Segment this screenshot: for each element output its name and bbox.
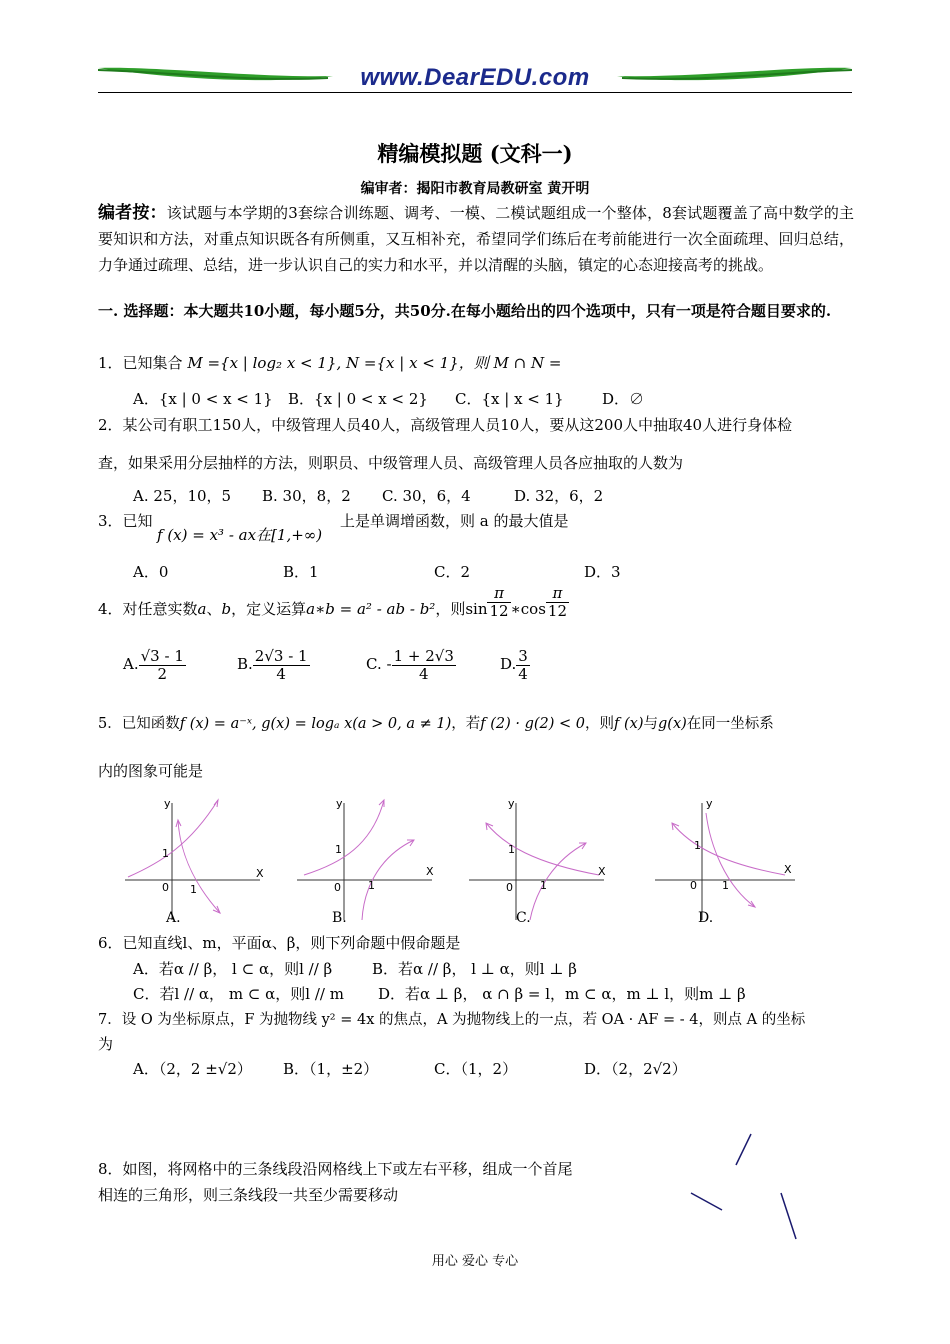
q3-option-b: B．1 [283, 563, 319, 581]
header-rule [98, 92, 852, 93]
q3-tail: 上是单调增函数，则 a 的最大值是 [340, 512, 569, 530]
segment-2 [691, 1193, 722, 1210]
q5-if: ，若 [451, 716, 481, 732]
q6-stem: 6．已知直线l、m，平面α、β，则下列命题中假命题是 [98, 934, 461, 952]
q1-expr: M ={x | log₂ x < 1}, N ={x | x < 1} [187, 354, 459, 372]
question-1 [98, 352, 561, 373]
q4-stem: 4．对任意实数 [98, 600, 198, 618]
q7-option-a: A．（2，2 ±√2） [133, 1060, 252, 1078]
q2-line1: 2．某公司有职工150人，中级管理人员40人，高级管理人员10人，要从这200人中抽取40人进行身体检 [98, 416, 793, 434]
page-title: 精编模拟题 (文科一) [377, 141, 573, 166]
graph-b-label: B. [332, 910, 347, 926]
q4-mid: ，定义运算 [231, 600, 307, 618]
q1-option-d: D．∅ [602, 390, 645, 408]
graph-c: y X 1 0 1 C. [464, 795, 614, 930]
page-footer: 用心 爱心 专心 [431, 1254, 519, 1269]
q1-stem: 1．已知集合 [98, 354, 183, 372]
graph-b-plot [292, 795, 442, 930]
q2-line2: 查，如果采用分层抽样的方法，则职员、中级管理人员、高级管理人员各应抽取的人数为 [98, 454, 684, 472]
q7-line1: 7．设 O 为坐标原点，F 为抛物线 y² = 4x 的焦点，A 为抛物线上的一点，若 OA · AF = - 4，则点 A 的坐标 [98, 1012, 806, 1028]
q3-option-a: A．0 [133, 563, 169, 581]
q5-cond: f (2) · g(2) < 0 [480, 716, 586, 732]
q3-expr: f (x) = x³ - ax在[1,+∞) [157, 526, 323, 544]
q4-cos: cos [520, 600, 546, 618]
q5-f: f (x) [614, 716, 644, 732]
q5-and: 与 [643, 716, 658, 732]
question-4 [98, 584, 569, 620]
section-heading: 一. 选择题：本大题共10小题，每小题5分，共50分.在每小题给出的四个选项中，只有一项是符合题目要求的. [98, 302, 832, 320]
q4-option-d: D. $\frac{3}{4}$ [500, 647, 528, 683]
q4-option-a: A. $\frac{√3 - 1}{2}$ [123, 647, 184, 683]
q4-var-b: b [221, 600, 232, 618]
graph-a-label: A. [166, 910, 181, 926]
q5-expr: f (x) = a⁻ˣ, g(x) = logₐ x(a > 0, a ≠ 1) [179, 716, 452, 732]
q6-option-d: D．若α ⊥ β， α ∩ β = l，m ⊂ α，m ⊥ l，则m ⊥ β [378, 985, 746, 1003]
q2-option-a: A. 25，10，5 [133, 487, 232, 505]
graph-a-plot [120, 795, 270, 930]
graph-c-label: C. [516, 910, 531, 926]
graph-d-label: D. [698, 910, 714, 926]
q5-tail: 在同一坐标系 [686, 716, 774, 732]
q4-star: ∗ [510, 600, 521, 618]
q4-sin: sin [465, 600, 488, 618]
q4-option-c: C. - $\frac{1 + 2√3}{4}$ [366, 647, 454, 683]
graph-b: y X 1 0 1 B. [292, 795, 442, 930]
q5-line2: 内的图象可能是 [98, 762, 204, 780]
segment-3 [781, 1193, 796, 1239]
q4-option-b: B. $\frac{2√3 - 1}{4}$ [237, 647, 308, 683]
q7-option-d: D．（2，2√2） [584, 1060, 687, 1078]
q2-option-c: C. 30，6，4 [382, 487, 471, 505]
q4-frac-2: $\frac{\pi}{12}$ [547, 584, 568, 620]
q4-frac-1: $\frac{\pi}{12}$ [489, 584, 509, 620]
q8-line2: 相连的三角形，则三条线段一共至少需要移动 [98, 1186, 399, 1204]
q2-option-b: B. 30，8，2 [262, 487, 351, 505]
q4-sep: 、 [206, 600, 222, 618]
graph-a: y X 1 0 1 A. [120, 795, 270, 930]
graph-d: y X 1 0 1 D. [650, 795, 800, 930]
q3-stem: 3．已知 [98, 512, 153, 530]
q3-option-c: C．2 [434, 563, 471, 581]
q1-option-b: B．{x | 0 < x < 2} [288, 390, 428, 408]
intro-paragraph [98, 200, 854, 278]
q7-option-b: B．（1，±2） [283, 1060, 379, 1078]
q1-option-a: A．{x | 0 < x < 1} [133, 390, 273, 408]
q4-then: ，则 [435, 600, 466, 618]
q8-line1: 8．如图，将网格中的三条线段沿网格线上下或左右平移，组成一个首尾 [98, 1160, 573, 1178]
q1-option-c: C．{x | x < 1} [455, 390, 564, 408]
site-logo-text[interactable]: www.DearEDU.com [360, 64, 590, 91]
q3-option-d: D．3 [584, 563, 621, 581]
segment-1 [736, 1134, 751, 1165]
q6-option-b: B．若α // β， l ⊥ α，则l ⊥ β [372, 960, 577, 978]
q5-then: ，则 [585, 716, 615, 732]
graph-c-plot [464, 795, 614, 930]
q5-stem: 5．已知函数 [98, 716, 180, 732]
q4-var-a: a [197, 600, 207, 618]
q6-option-c: C．若l // α， m ⊂ α，则l // m [133, 985, 344, 1003]
question-5 [98, 712, 774, 733]
editor-line: 编审者：揭阳市教育局教研室 黄开明 [360, 181, 590, 197]
q6-option-a: A．若α // β， l ⊂ α，则l // β [133, 960, 333, 978]
q1-tail: ，则 M ∩ N = [458, 354, 562, 372]
q7-line2: 为 [98, 1035, 114, 1053]
intro-label: 编者按： [98, 203, 167, 223]
graph-d-plot [650, 795, 800, 930]
q2-option-d: D. 32，6，2 [514, 487, 604, 505]
q7-option-c: C．（1，2） [434, 1060, 518, 1078]
q5-g: g(x) [658, 716, 687, 732]
q8-segments-figure [680, 1125, 810, 1250]
intro-text: 该试题与本学期的3套综合训练题、调考、一模、二模试题组成一个整体，8套试题覆盖了高中数学的主要知识和方法，对重点知识既各有所侧重，又互相补充，希望同学们练后在考前能进行一次全面疏理、回归总结，力争通过疏理、总结，进一步认识自己的实力和水平，并以清醒的头脑，镇定的心态迎接高考的挑战。 [98, 204, 855, 274]
q4-expr: a∗b = a² - ab - b² [306, 600, 436, 618]
